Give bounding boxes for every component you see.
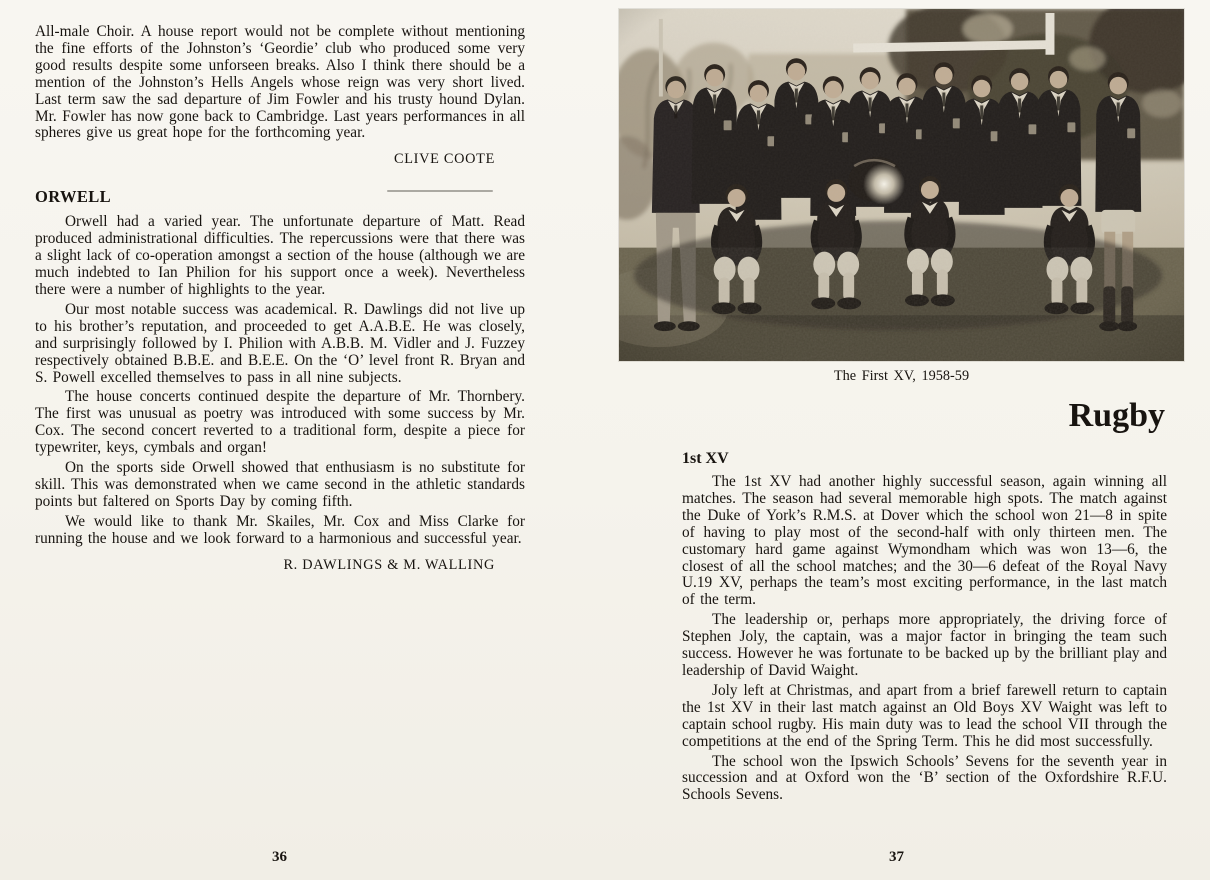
rugby-paragraph: Joly left at Christmas, and apart from a brief farewell return to captain the 1st XV in their last match against an Old Boys XV Waight was left to captain school rugby. His main duty was to lead the school VII through the competitions at the end of the Spring Term. This he did most successfully.	[682, 681, 1167, 750]
first-xv-subheading: 1st XV	[682, 450, 729, 467]
orwell-signature: R. DAWLINGS & M. WALLING	[283, 556, 495, 573]
photo-caption: The First XV, 1958-59	[833, 368, 970, 384]
left-page-number: 36	[272, 849, 287, 865]
orwell-paragraph: Orwell had a varied year. The unfortunate departure of Matt. Read produced administrational difficulties. The repercussions were that there was a slight lack of co-operation amongst a section of the house (although we are much indebted to Ian Philion for his support once a week). Nevertheless there were a number of highlights to the year.	[35, 213, 525, 298]
orwell-paragraph: Our most notable success was academical. R. Dawlings did not live up to his brother’s reputation, and proceeded to get A.A.B.E. He was closely, and surprisingly followed by I. Philion with A.B.B. M. Vidler and J. Fuzzey respectively obtained B.B.E. and B.E.E. On the ‘O’ level front R. Bryan and S. Powell excelled themselves to pass in all nine subjects.	[35, 300, 525, 386]
rugby-paragraph: The 1st XV had another highly successful season, again winning all matches. The season had several memorable high spots. The match against the Duke of York’s R.M.S. at Dover which the school won 21—8 in spite of having to play most of the second-half with only thirteen men. The customary hard game against Wymondham which was won 13—6, the closest of all the school matches; and the 30—6 defeat of the Royal Navy U.19 XV, perhaps the team’s most exciting performance, in the last match of the term.	[682, 473, 1167, 609]
team-photo	[618, 8, 1185, 362]
choir-paragraph: All-male Choir. A house report would not be complete without mentioning the fine efforts of the Johnston’s ‘Geordie’ club who produced some very good results despite some unforseen breaks. Also I think there should be a mention of the Johnston’s Hells Angels whose reign was very short lived. Last term saw the sad departure of Jim Fowler and his trusty hound Dylan. Mr. Fowler has now gone back to Cambridge. Last years performances in all spheres give us great hope for the forthcoming year.	[35, 23, 525, 142]
choir-signature: CLIVE COOTE	[393, 151, 495, 168]
rugby-section-heading: Rugby	[1068, 397, 1165, 434]
orwell-paragraph: The house concerts continued despite the departure of Mr. Thornbery. The first was unusual as poetry was introduced with some success by Mr. Cox. The second concert reverted to a traditional form, despite a piece for typewriter, keys, cymbals and organ!	[35, 388, 525, 457]
orwell-paragraph: On the sports side Orwell showed that enthusiasm is no substitute for skill. This was demonstrated when we came second in the athletic standards points but faltered on Sports Day by coming fifth.	[35, 459, 525, 510]
right-page-column	[682, 398, 1167, 807]
photo-grain	[619, 9, 1184, 361]
team-photo-illustration	[619, 9, 1184, 361]
left-page-column	[35, 24, 525, 574]
right-page-number: 37	[889, 849, 904, 865]
orwell-paragraph: We would like to thank Mr. Skailes, Mr. Cox and Miss Clarke for running the house and we look forward to a harmonious and successful year.	[35, 512, 525, 547]
rugby-paragraph: The leadership or, perhaps more appropriately, the driving force of Stephen Joly, the captain, was a major factor in bringing the team such success. However he was fortunate to be backed up by the brilliant play and leadership of David Waight.	[682, 611, 1167, 679]
rugby-paragraph: The school won the Ipswich Schools’ Sevens for the seventh year in succession and at Oxford won the ‘B’ section of the Oxfordshire R.F.U. Schools Sevens.	[682, 752, 1167, 804]
scan-artifact-line	[387, 190, 493, 192]
orwell-heading: ORWELL	[35, 187, 112, 207]
